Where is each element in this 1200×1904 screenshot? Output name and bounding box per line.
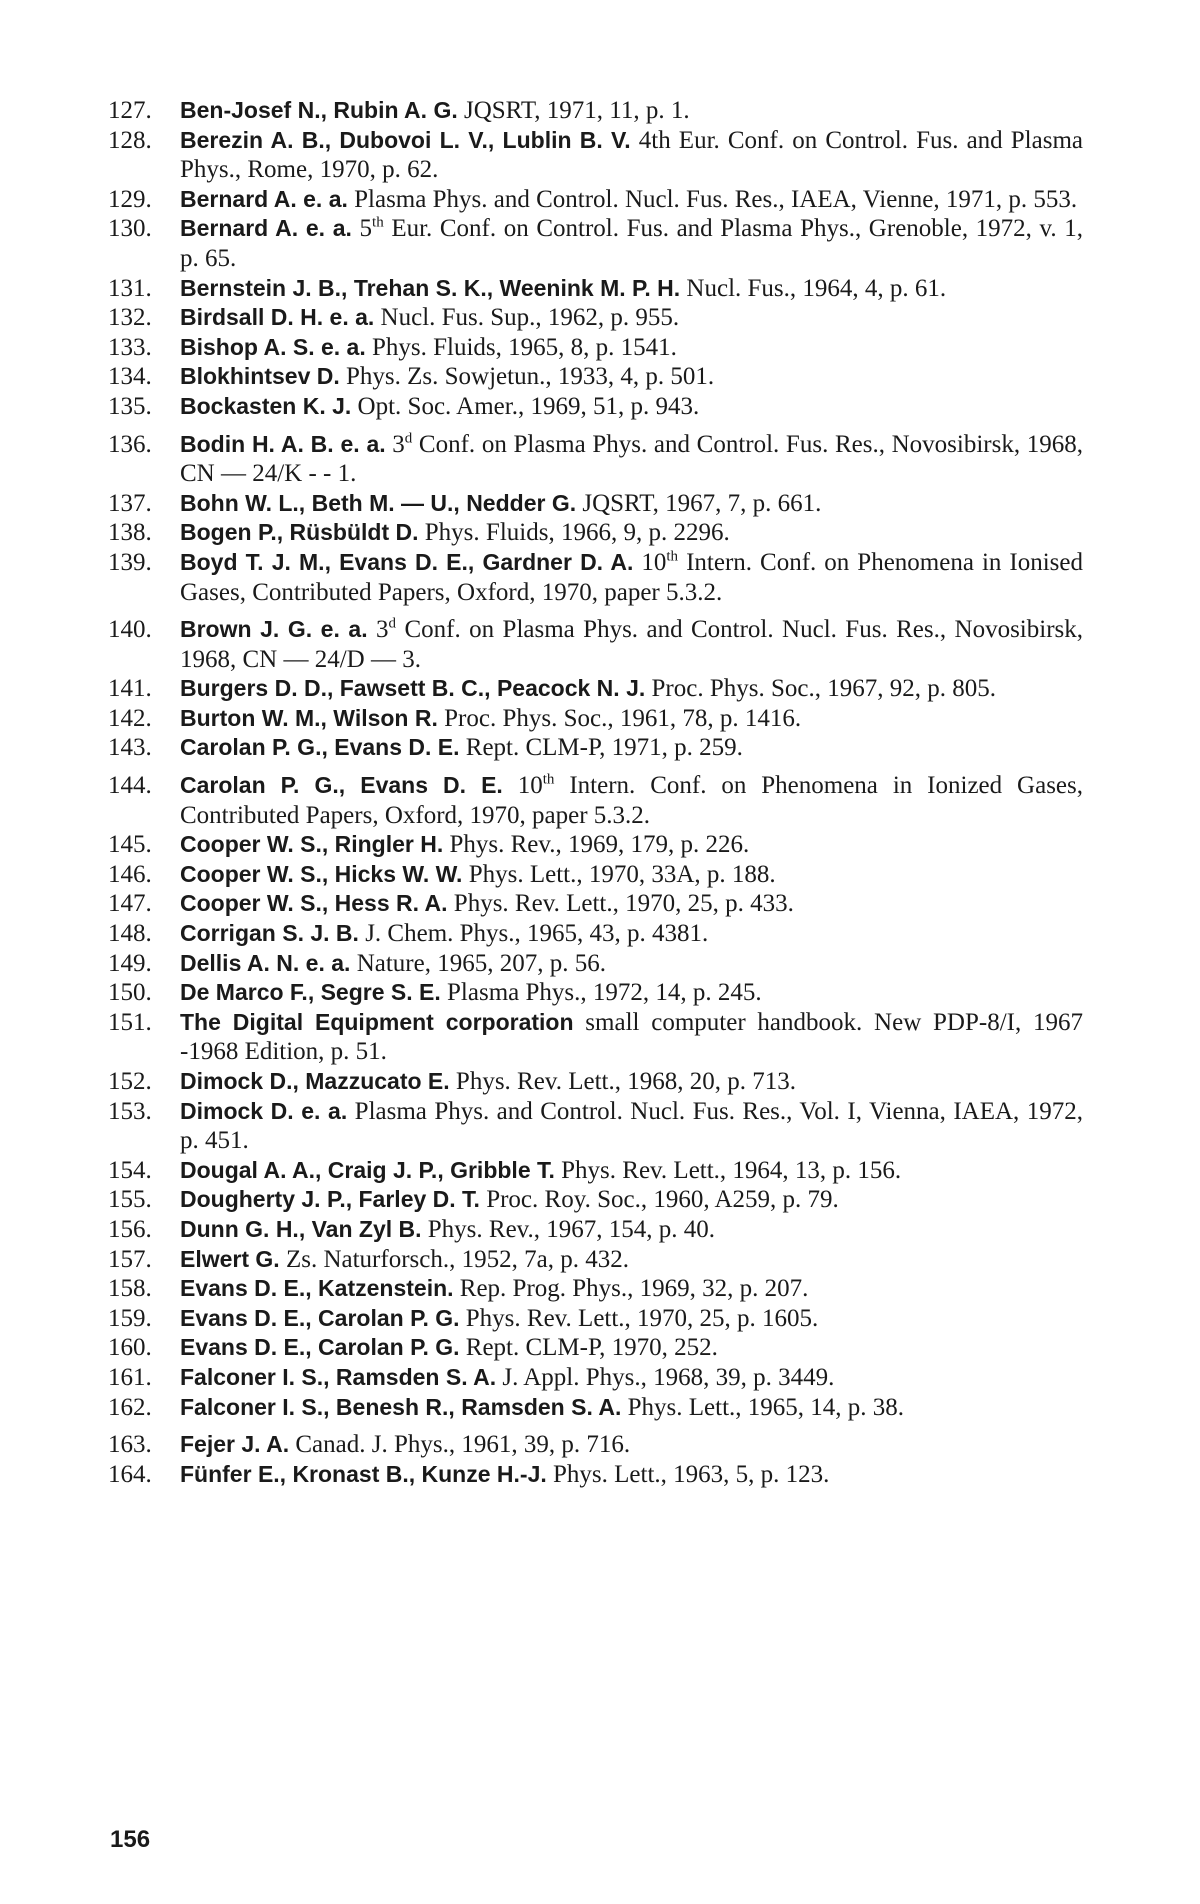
reference-citation: Phys. Zs. Sowjetun., 1933, 4, p. 501. xyxy=(339,363,715,391)
reference-number: 140. xyxy=(108,616,152,644)
reference-citation-cont: Conf. on Plasma Phys. and Control. Nucl. Fus. Res., Novosibirsk, 1968, CN — 24/D — 3. xyxy=(180,616,1084,673)
reference-number: 148. xyxy=(108,920,152,948)
reference-authors: De Marco F., Segre S. E. xyxy=(180,979,441,1006)
reference-item xyxy=(108,214,1083,273)
reference-citation: 10 xyxy=(502,772,543,800)
reference-number: 154. xyxy=(108,1156,152,1184)
reference-authors: Berezin A. B., Dubovoi L. V., Lublin B. V. xyxy=(180,126,631,153)
reference-authors: Dougal A. A., Craig J. P., Gribble T. xyxy=(180,1156,555,1183)
reference-number: 147. xyxy=(108,890,152,918)
reference-item xyxy=(108,548,1083,607)
reference-number: 160. xyxy=(108,1334,152,1362)
reference-citation: Zs. Naturforsch., 1952, 7a, p. 432. xyxy=(279,1245,629,1273)
reference-authors: Fejer J. A. xyxy=(180,1431,290,1458)
ordinal-superscript: d xyxy=(404,430,413,447)
reference-authors: Burgers D. D., Fawsett B. C., Peacock N. J. xyxy=(180,675,646,702)
reference-citation: Rept. CLM-P, 1970, 252. xyxy=(459,1334,718,1362)
reference-number: 135. xyxy=(108,392,152,420)
reference-citation: J. Appl. Phys., 1968, 39, p. 3449. xyxy=(496,1363,835,1391)
reference-number: 142. xyxy=(108,704,152,732)
reference-number: 139. xyxy=(108,548,152,576)
reference-citation: 10 xyxy=(633,548,667,576)
reference-number: 136. xyxy=(108,430,152,458)
reference-authors: Bernstein J. B., Trehan S. K., Weenink M. P. H. xyxy=(180,274,681,301)
reference-item xyxy=(108,96,1083,126)
reference-item xyxy=(108,1097,1083,1156)
reference-number: 128. xyxy=(108,126,152,154)
reference-number: 132. xyxy=(108,304,152,332)
reference-number: 144. xyxy=(108,772,152,800)
reference-citation: Plasma Phys., 1972, 14, p. 245. xyxy=(440,979,762,1007)
reference-authors: Burton W. M., Wilson R. xyxy=(180,704,438,731)
reference-authors: Cooper W. S., Hicks W. W. xyxy=(180,860,463,887)
reference-citation: Phys. Lett., 1970, 33A, p. 188. xyxy=(462,860,776,888)
reference-item xyxy=(108,1274,1083,1304)
reference-citation: 4th Eur. Conf. on Control. Fus. and Plasma Phys., Rome, 1970, p. 62. xyxy=(180,126,1083,184)
reference-number: 134. xyxy=(108,363,152,391)
reference-citation: Proc. Roy. Soc., 1960, A259, p. 79. xyxy=(479,1186,839,1214)
reference-item xyxy=(108,674,1083,704)
reference-citation: Nature, 1965, 207, p. 56. xyxy=(350,949,606,977)
reference-item xyxy=(108,949,1083,979)
reference-citation: Plasma Phys. and Control. Nucl. Fus. Res., Vol. I, Vienna, IAEA, 1972, p. 451. xyxy=(180,1097,1083,1155)
reference-item xyxy=(108,303,1083,333)
reference-item xyxy=(108,1008,1083,1067)
reference-authors: Evans D. E., Carolan P. G. xyxy=(180,1304,460,1331)
reference-citation: Rep. Prog. Phys., 1969, 32, p. 207. xyxy=(453,1275,809,1303)
reference-item xyxy=(108,1460,1083,1490)
reference-authors: Falconer I. S., Ramsden S. A. xyxy=(180,1363,497,1390)
reference-item xyxy=(108,430,1083,489)
reference-item xyxy=(108,1333,1083,1363)
reference-citation: Nucl. Fus. Sup., 1962, p. 955. xyxy=(374,304,680,332)
reference-item xyxy=(108,830,1083,860)
reference-item xyxy=(108,185,1083,215)
reference-authors: Boyd T. J. M., Evans D. E., Gardner D. A. xyxy=(180,548,634,575)
reference-citation-cont: Eur. Conf. on Control. Fus. and Plasma Phys., Grenoble, 1972, v. 1, p. 65. xyxy=(180,215,1084,272)
reference-authors: Bernard A. e. a. xyxy=(180,185,348,212)
reference-authors: Dunn G. H., Van Zyl B. xyxy=(180,1215,422,1242)
reference-authors: Ben-Josef N., Rubin A. G. xyxy=(180,97,458,123)
reference-citation: Opt. Soc. Amer., 1969, 51, p. 943. xyxy=(351,392,700,420)
reference-citation: Phys. Rev. Lett., 1970, 25, p. 433. xyxy=(447,890,794,918)
reference-citation: small computer handbook. New PDP-8/I, 1967 -1968 Edition, p. 51. xyxy=(180,1008,1083,1066)
reference-item xyxy=(108,274,1083,304)
reference-item xyxy=(108,771,1083,830)
ordinal-superscript: th xyxy=(372,215,384,232)
reference-item xyxy=(108,362,1083,392)
reference-item xyxy=(108,889,1083,919)
reference-authors: Bishop A. S. e. a. xyxy=(180,333,366,360)
reference-item xyxy=(108,518,1083,548)
reference-number: 157. xyxy=(108,1245,152,1273)
reference-authors: Bernard A. e. a. xyxy=(180,215,352,242)
reference-citation: Plasma Phys. and Control. Nucl. Fus. Res., IAEA, Vienne, 1971, p. 553. xyxy=(347,185,1078,213)
reference-citation: Phys. Lett., 1965, 14, p. 38. xyxy=(621,1393,905,1421)
reference-authors: Corrigan S. J. B. xyxy=(180,920,359,947)
reference-citation: J. Chem. Phys., 1965, 43, p. 4381. xyxy=(358,920,709,948)
reference-item xyxy=(108,333,1083,363)
reference-item xyxy=(108,1304,1083,1334)
reference-authors: Bodin H. A. B. e. a. xyxy=(180,430,386,457)
reference-citation: Phys. Rev. Lett., 1970, 25, p. 1605. xyxy=(459,1304,819,1332)
reference-citation: 3 xyxy=(367,616,389,644)
reference-number: 163. xyxy=(108,1431,152,1459)
reference-citation: Phys. Rev. Lett., 1964, 13, p. 156. xyxy=(554,1156,902,1184)
reference-authors: Carolan P. G., Evans D. E. xyxy=(180,734,460,761)
reference-item xyxy=(108,615,1083,674)
reference-number: 137. xyxy=(108,489,152,517)
reference-authors: Blokhintsev D. xyxy=(180,363,340,390)
reference-authors: Cooper W. S., Hess R. A. xyxy=(180,890,448,917)
reference-citation: Phys. Fluids, 1965, 8, p. 1541. xyxy=(365,333,677,361)
reference-authors: The Digital Equipment corporation xyxy=(180,1008,574,1035)
reference-item xyxy=(108,733,1083,763)
reference-number: 153. xyxy=(108,1097,152,1125)
reference-number: 133. xyxy=(108,333,152,361)
reference-citation: Phys. Rev., 1967, 154, p. 40. xyxy=(421,1215,716,1243)
reference-number: 145. xyxy=(108,831,152,859)
reference-citation: JQSRT, 1971, 11, p. 1. xyxy=(457,97,690,124)
reference-item xyxy=(108,1363,1083,1393)
reference-authors: Cooper W. S., Ringler H. xyxy=(180,831,444,858)
reference-number: 151. xyxy=(108,1008,152,1036)
reference-authors: Evans D. E., Carolan P. G. xyxy=(180,1334,460,1361)
reference-authors: Carolan P. G., Evans D. E. xyxy=(180,772,503,799)
reference-authors: Brown J. G. e. a. xyxy=(180,616,368,643)
reference-citation: Phys. Lett., 1963, 5, p. 123. xyxy=(546,1460,830,1488)
ordinal-superscript: th xyxy=(542,771,555,788)
reference-number: 131. xyxy=(108,274,152,302)
reference-number: 141. xyxy=(108,675,152,703)
reference-item xyxy=(108,704,1083,734)
reference-citation: Canad. J. Phys., 1961, 39, p. 716. xyxy=(289,1431,631,1459)
reference-number: 156. xyxy=(108,1215,152,1243)
reference-item xyxy=(108,489,1083,519)
reference-authors: Elwert G. xyxy=(180,1245,280,1272)
reference-authors: Evans D. E., Katzenstein. xyxy=(180,1275,454,1302)
reference-number: 138. xyxy=(108,519,152,547)
reference-number: 159. xyxy=(108,1304,152,1332)
reference-item xyxy=(108,1067,1083,1097)
reference-number: 158. xyxy=(108,1275,152,1303)
page-number: 156 xyxy=(110,1826,151,1853)
reference-authors: Dougherty J. P., Farley D. T. xyxy=(180,1186,480,1213)
reference-number: 149. xyxy=(108,949,152,977)
reference-citation: Phys. Rev. Lett., 1968, 20, p. 713. xyxy=(449,1068,796,1095)
reference-authors: Bogen P., Rüsbüldt D. xyxy=(180,519,419,546)
reference-number: 127. xyxy=(108,97,152,124)
reference-citation-cont: Intern. Conf. on Phenomena in Ionised Gases, Contributed Papers, Oxford, 1970, paper 5.3.2. xyxy=(180,548,1083,606)
reference-citation-cont: Conf. on Plasma Phys. and Control. Fus. Res., Novosibirsk, 1968, CN — 24/K - - 1. xyxy=(180,430,1084,488)
reference-citation: Rept. CLM-P, 1971, p. 259. xyxy=(459,734,743,762)
ordinal-superscript: d xyxy=(388,615,397,632)
reference-citation: 3 xyxy=(385,430,405,458)
reference-item xyxy=(108,1156,1083,1186)
reference-citation: Phys. Fluids, 1966, 9, p. 2296. xyxy=(418,519,730,547)
reference-number: 130. xyxy=(108,215,152,243)
reference-authors: Dimock D. e. a. xyxy=(180,1097,348,1124)
reference-number: 164. xyxy=(108,1460,152,1488)
reference-number: 161. xyxy=(108,1363,152,1391)
reference-authors: Dimock D., Mazzucato E. xyxy=(180,1068,450,1094)
reference-number: 155. xyxy=(108,1186,152,1214)
reference-citation: 5 xyxy=(351,215,373,243)
reference-authors: Dellis A. N. e. a. xyxy=(180,949,351,976)
reference-authors: Bohn W. L., Beth M. — U., Nedder G. xyxy=(180,489,577,516)
ordinal-superscript: th xyxy=(666,548,679,565)
reference-item xyxy=(108,1215,1083,1245)
reference-authors: Bockasten K. J. xyxy=(180,392,352,419)
reference-authors: Falconer I. S., Benesh R., Ramsden S. A. xyxy=(180,1393,622,1420)
reference-number: 146. xyxy=(108,860,152,888)
reference-number: 150. xyxy=(108,979,152,1007)
reference-citation: Proc. Phys. Soc., 1967, 92, p. 805. xyxy=(645,675,996,703)
reference-number: 162. xyxy=(108,1393,152,1421)
reference-item xyxy=(108,1185,1083,1215)
reference-item xyxy=(108,1430,1083,1460)
reference-authors: Fünfer E., Kronast B., Kunze H.-J. xyxy=(180,1460,547,1487)
reference-list xyxy=(108,96,1083,1489)
reference-item xyxy=(108,919,1083,949)
reference-item xyxy=(108,978,1083,1008)
reference-item xyxy=(108,392,1083,422)
reference-citation: Proc. Phys. Soc., 1961, 78, p. 1416. xyxy=(437,704,802,732)
reference-citation: JQSRT, 1967, 7, p. 661. xyxy=(576,489,822,517)
reference-citation: Phys. Rev., 1969, 179, p. 226. xyxy=(443,831,750,859)
reference-number: 143. xyxy=(108,734,152,762)
reference-citation-cont: Intern. Conf. on Phenomena in Ionized Gases, Contributed Papers, Oxford, 1970, paper 5.3.2. xyxy=(180,772,1084,829)
reference-item xyxy=(108,860,1083,890)
reference-authors: Birdsall D. H. e. a. xyxy=(180,304,375,331)
reference-item xyxy=(108,126,1083,185)
reference-item xyxy=(108,1393,1083,1423)
reference-number: 129. xyxy=(108,185,152,213)
reference-item xyxy=(108,1245,1083,1275)
reference-number: 152. xyxy=(108,1068,152,1095)
reference-citation: Nucl. Fus., 1964, 4, p. 61. xyxy=(680,274,947,302)
